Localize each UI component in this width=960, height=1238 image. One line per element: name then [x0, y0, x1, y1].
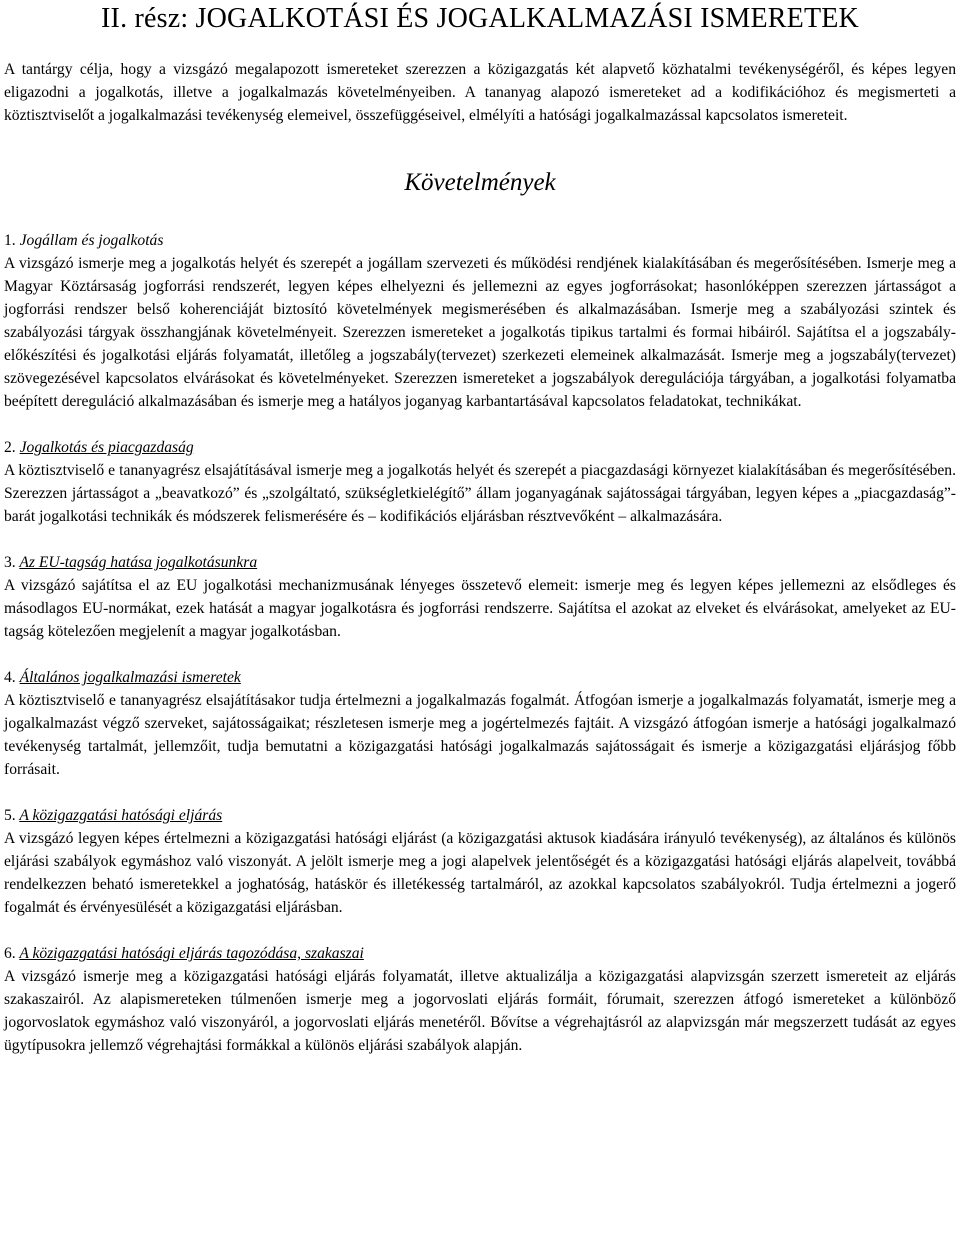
section-title-text: Jogállam és jogalkotás	[19, 232, 164, 249]
section-body: A vizsgázó legyen képes értelmezni a közigazgatási hatósági eljárást (a közigazgatási aktusok kiadására irányuló tevékenység), az általános és különös eljárási szabályok egymáshoz való viszonyát. A jelölt ismerje meg a jogi alapelvek jelentőségét és a közigazgatási hatósági eljárás alapelveit, továbbá rendelkezzen beható ismeretekkel a joghatóság, hatáskör és illetékesség tartalmáról, az azokkal kapcsolatos szabályokról. Tudja értelmezni a jogerő fogalmát és érvényesülését a közigazgatási eljárásban.	[4, 830, 956, 916]
section-number: 3.	[4, 554, 16, 571]
section-body: A vizsgázó sajátítsa el az EU jogalkotási mechanizmusának lényeges összetevő elemeit: ismerje meg és legyen képes jellemezni az elsődleges és másodlagos EU-normákat, ezek hatását a magyar jogalkotásra és jogforrási rendszerre. Sajátítsa el azokat az elveket és elvárásokat, amelyeket az EU-tagság kötelezően megjelenít a magyar jogalkotásban.	[4, 577, 956, 640]
section-title-text: Az EU-tagság hatása jogalkotásunkra	[19, 554, 258, 571]
section-body: A vizsgázó ismerje meg a közigazgatási hatósági eljárás folyamatát, illetve aktualizálja a közigazgatási alapvizsgán szerzett ismereteit az eljárás szakaszairól. Az alapismereteken túlmenően ismerje meg a jogorvoslati eljárás formáit, fórumait, szerezzen átfogó ismereteket a különböző jogorvoslatok egymáshoz való viszonyáról, a jogorvoslati eljárás menetéről. Bővítse a végrehajtásról az alapvizsgán már megszerzett tudását az egyes ügytípusokra jellemző végrehajtási formákkal a különös eljárási szabályok alapján.	[4, 968, 956, 1054]
section-title-text: A közigazgatási hatósági eljárás tagozódása, szakaszai	[19, 945, 364, 962]
page-title: II. rész: JOGALKOTÁSI ÉS JOGALKALMAZÁSI ISMERETEK	[101, 3, 859, 34]
section-title	[4, 229, 956, 252]
section-body: A köztisztviselő e tananyagrész elsajátításakor tudja értelmezni a jogalkalmazás fogalmát. Átfogóan ismerje a jogalkalmazás folyamatát, ismerje meg a jogalkalmazást végző szerveket, sajátosságaikat; részletesen ismerje meg a jogértelmezés fajtáit. A vizsgázó átfogóan ismerje a hatósági jogalkalmazó tevékenység tartalmát, jellemzőit, tudja bemutatni a közigazgatási hatósági jogalkalmazás sajátosságait és ismerje a közigazgatási eljárásjog főbb forrásait.	[4, 692, 956, 778]
section-4	[4, 666, 956, 781]
requirements-heading: Követelmények	[404, 169, 556, 196]
intro-paragraph: A tantárgy célja, hogy a vizsgázó megalapozott ismereteket szerezzen a közigazgatás két alapvető közhatalmi tevékenységéről, és képes legyen eligazodni a jogalkotás, illetve a jogalkalmazás követelményeiben. A tananyag alapozó ismereteket ad a kodifikációhoz és megismerteti a köztisztviselőt a jogalkalmazási tevékenység elemeivel, összefüggéseivel, elmélyíti a hatósági jogalkalmazással kapcsolatos ismereteit.	[4, 61, 956, 124]
section-title	[4, 804, 956, 827]
section-title	[4, 436, 956, 459]
section-title	[4, 666, 956, 689]
section-number: 5.	[4, 807, 16, 824]
section-number: 2.	[4, 439, 16, 456]
section-title-text: A közigazgatási hatósági eljárás	[19, 807, 223, 824]
section-number: 4.	[4, 669, 16, 686]
section-body: A vizsgázó ismerje meg a jogalkotás helyét és szerepét a jogállam szervezeti és működési rendjének kialakításában és megerősítésében. Ismerje meg a Magyar Köztársaság jogforrási rendszerét, legyen képes elhelyezni és jellemezni az egyes jogforrásokat; hasonlóképpen szerezzen jártasságot a jogforrási rendszer belső koherenciáját biztosító követelmények megismerésében és alkalmazásában. Ismerje meg a szabályozási szintek és szabályozási tárgyak összhangjának követelményeit. Szerezzen ismereteket a jogalkotás tipikus tartalmi és formai hibáiról. Sajátítsa el a jogszabály-előkészítési és jogalkotási eljárás folyamatát, illetőleg a jogszabály(tervezet) szerkezeti elemeinek alkalmazását. Ismerje meg a jogszabály(tervezet) szövegezésével kapcsolatos elvárásokat és követelményeket. Szerezzen ismereteket a jogszabályok deregulációja tárgyában, a jogalkotási folyamatba beépített dereguláció alkalmazásában és ismerje meg a hatályos joganyag karbantartásával kapcsolatos feladatokat, technikákat.	[4, 255, 956, 410]
section-title-text: Jogalkotás és piacgazdaság	[19, 439, 194, 456]
section-1	[4, 229, 956, 413]
section-body: A köztisztviselő e tananyagrész elsajátításával ismerje meg a jogalkotás helyét és szerepét a piacgazdasági környezet kialakításában és megerősítésében. Szerezzen jártasságot a „beavatkozó” és „szolgáltató, szükségletkielégítő” állam joganyagának sajátosságai tárgyában, legyen képes a „piacgazdaság”-barát jogalkotási technikák és módszerek felismerésére és – kodifikációs eljárásban résztvevőként – alkalmazására.	[4, 462, 956, 525]
section-title	[4, 551, 956, 574]
section-title	[4, 942, 956, 965]
section-6	[4, 942, 956, 1057]
section-number: 6.	[4, 945, 16, 962]
section-number: 1.	[4, 232, 16, 249]
section-2	[4, 436, 956, 528]
section-5	[4, 804, 956, 919]
section-3	[4, 551, 956, 643]
section-title-text: Általános jogalkalmazási ismeretek	[19, 669, 241, 686]
